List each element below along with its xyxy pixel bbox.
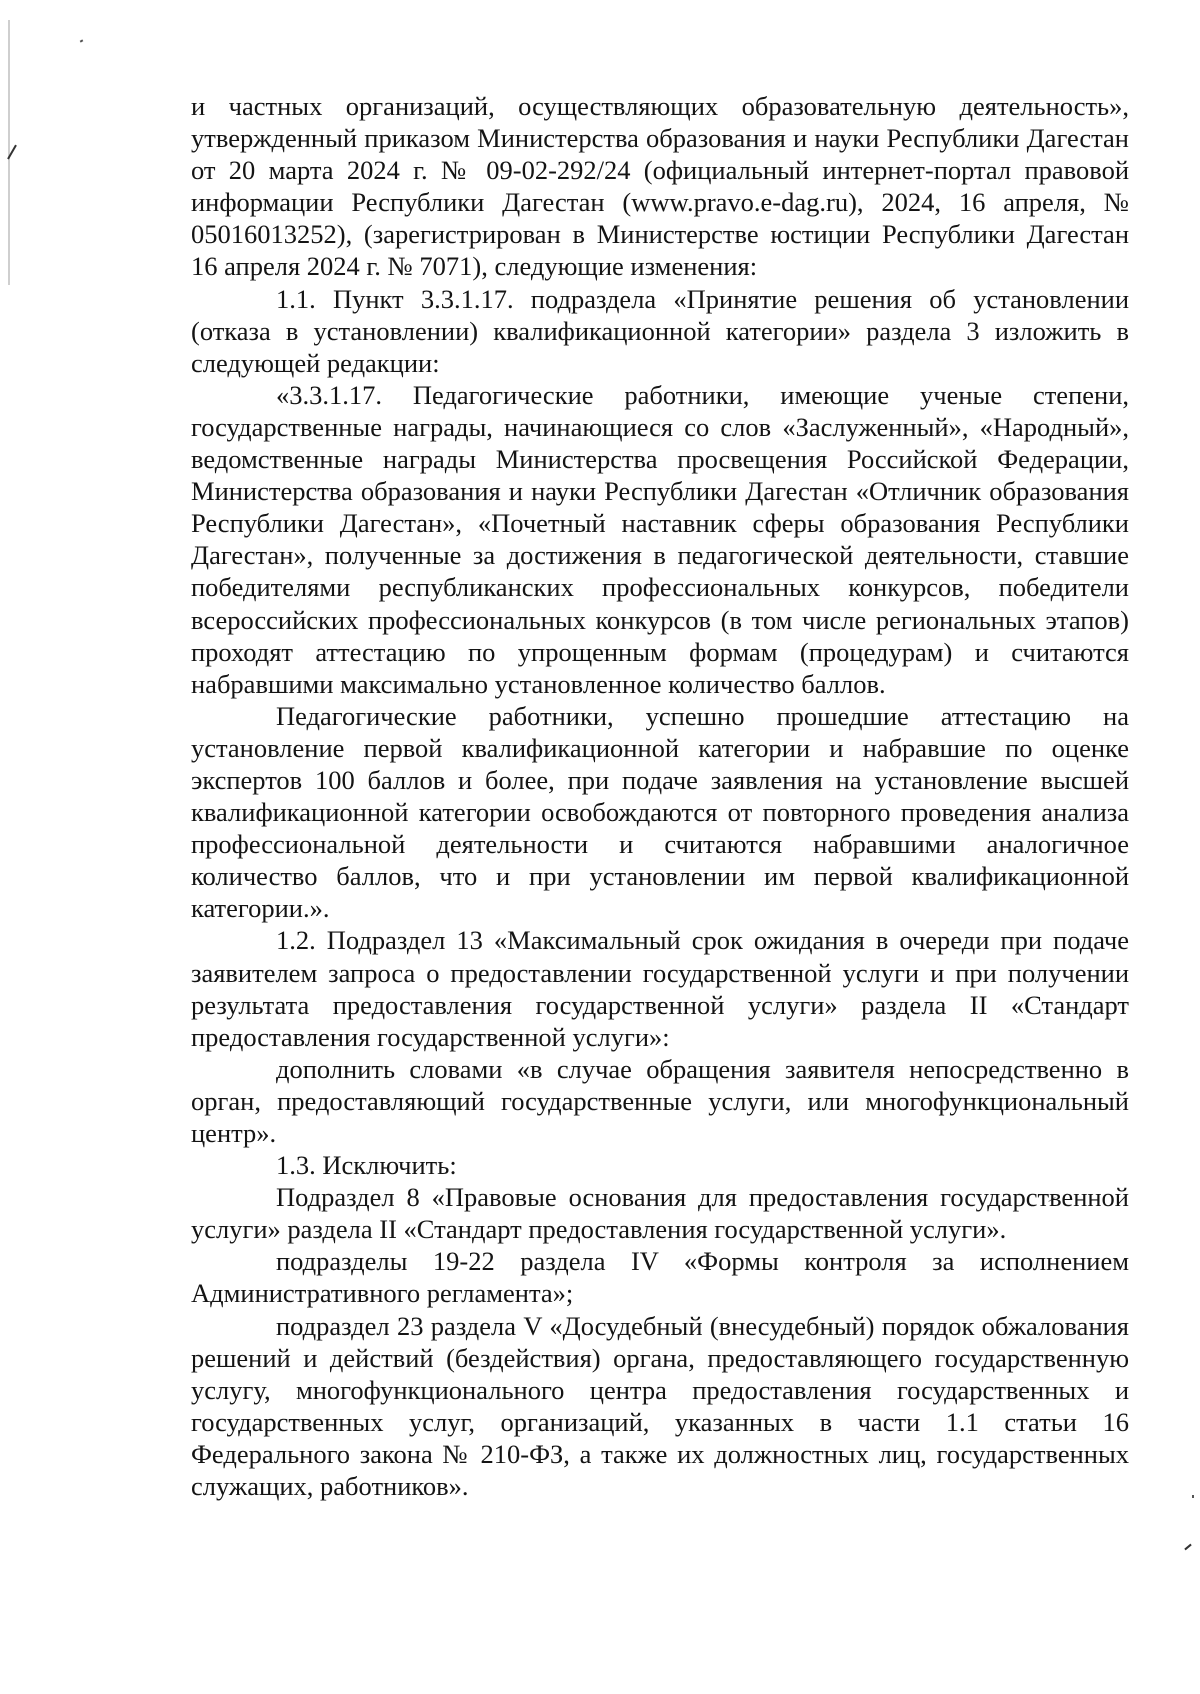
scan-speck	[1192, 1495, 1194, 1498]
paragraph-1-3: 1.3. Исключить:	[276, 1150, 457, 1181]
paragraph-1-2: 1.2. Подраздел 13 «Максимальный срок ожидания в очереди при подаче заявителем запроса о предоставлении государственной услуги и при получении результата предоставления государственной услуги» раздела II «Стандарт предоставления государственной услуги»:	[191, 925, 1129, 1052]
paragraph-supplement: дополнить словами «в случае обращения заявителя непосредственно в орган, предоставляющий государственные услуги, или многофункциональный центр».	[191, 1053, 1129, 1148]
scan-pen-mark	[1184, 1544, 1191, 1551]
scan-speck	[80, 39, 84, 42]
paragraph-first-category: Педагогические работники, успешно прошедшие аттестацию на установление первой квалификационной категории и набравшие по оценке экспертов 100 баллов и более, при подаче заявления на установление высшей квалификационной категории освобождаются от повторного проведения анализа профессиональной деятельности и считаются набравшими аналогичное количество баллов, что и при установлении им первой квалификационной категории.».	[191, 700, 1129, 924]
paragraph-subsection-8: Подраздел 8 «Правовые основания для предоставления государственной услуги» раздела II «Стандарт предоставления государственной услуги».	[191, 1182, 1129, 1245]
paragraph-3-3-1-17: «3.3.1.17. Педагогические работники, имеющие ученые степени, государственные награды, начинающиеся со слов «Заслуженный», «Народный», ведомственные награды Министерства просвещения Российской Федерации, Министерства образования и науки Республики Дагестан «Отличник образования Республики Дагестан», «Почетный наставник сферы образования Республики Дагестан», полученные за достижения в педагогической деятельности, ставшие победителями республиканских профессиональных конкурсов, победители всероссийских профессиональных конкурсов (в том числе региональных этапов) проходят аттестацию по упрощенным формам (процедурам) и считаются набравшими максимально установленное количество баллов.	[191, 379, 1129, 699]
document-body	[191, 90, 1129, 1502]
paragraph-subsections-19-22: подразделы 19-22 раздела IV «Формы контроля за исполнением Административного регламента»;	[191, 1246, 1129, 1309]
paragraph-subsection-23: подраздел 23 раздела V «Досудебный (внесудебный) порядок обжалования решений и действий (бездействия) органа, предоставляющего государственную услугу, многофункционального центра предоставления государственных и государственных услуг, организаций, указанных в части 1.1 статьи 16 Федерального закона № 210-ФЗ, а также их должностных лиц, государственных служащих, работников».	[191, 1310, 1129, 1502]
paragraph-1-1: 1.1. Пункт 3.3.1.17. подраздела «Принятие решения об установлении (отказа в установлении) квалификационной категории» раздела 3 изложить в следующей редакции:	[191, 283, 1129, 378]
paragraph-intro: и частных организаций, осуществляющих образовательную деятельность», утвержденный приказом Министерства образования и науки Республики Дагестан от 20 марта 2024 г. № 09-02-292/24 (официальный интернет-портал правовой информации Республики Дагестан (www.pravo.e-dag.ru), 2024, 16 апреля, № 05016013252), (зарегистрирован в Министерстве юстиции Республики Дагестан 16 апреля 2024 г. № 7071), следующие изменения:	[191, 91, 1129, 282]
